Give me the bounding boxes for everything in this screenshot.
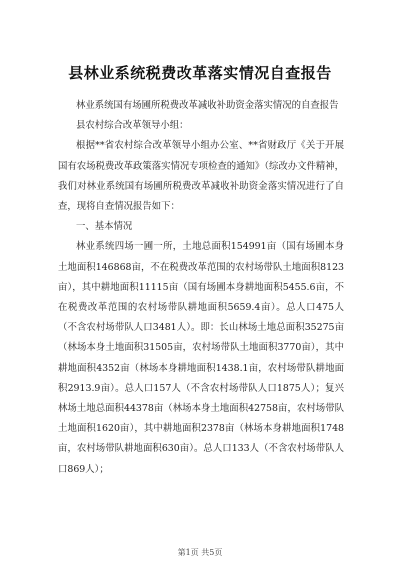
page-footer: 第1页 共5页 [177, 548, 223, 557]
paragraph-subtitle: 林业系统国有场圃所税费改革减收补助资金落实情况的自查报告 [76, 100, 339, 111]
section-heading: 一、基本情况 [76, 221, 133, 233]
document-title: 县林业系统税费改革落实情况自查报告 [68, 64, 332, 82]
paragraph-intro: 根据**省农村综合改革领导小组办公室、**省财政厅《关于开展国有农场税费改革政策落实情况专项检查的通知》（综改办文件精神，我们对林业系统国有场圃所税费改革减收补助资金落实情况进行了自查，现将自查情况报告如下： [58, 140, 344, 213]
document-body [58, 96, 344, 480]
paragraph-salutation: 县农村综合改革领导小组： [76, 120, 189, 132]
paragraph-basic-info: 林业系统四场一圃一所，土地总面积154991亩（国有场圃本身土地面积146868亩，不在税费改革范围的农村场带队土地面积8123亩），其中耕地面积11115亩（国有场圃本身耕地面积5455.6亩，不在税费改革范围的农村场带队耕地面积5659.4亩）。总人口475人（不含农村场带队人口3481人）。即：长山林场土地总面积35275亩（林场本身土地面积31505亩，农村场带队土地面积3770亩），其中耕地面积4352亩（林场本身耕地面积1438.1亩，农村场带队耕地面积2913.9亩）。总人口157人（不含农村场带队人口1875人）；复兴林场土地总面积44378亩（林场本身土地面积42758亩，农村场带队土地面积1620亩），其中耕地面积2378亩（林场本身耕地面积1748亩，农村场带队耕地面积630亩）。总人口133人（不含农村场带队人口869人）； [58, 241, 344, 475]
